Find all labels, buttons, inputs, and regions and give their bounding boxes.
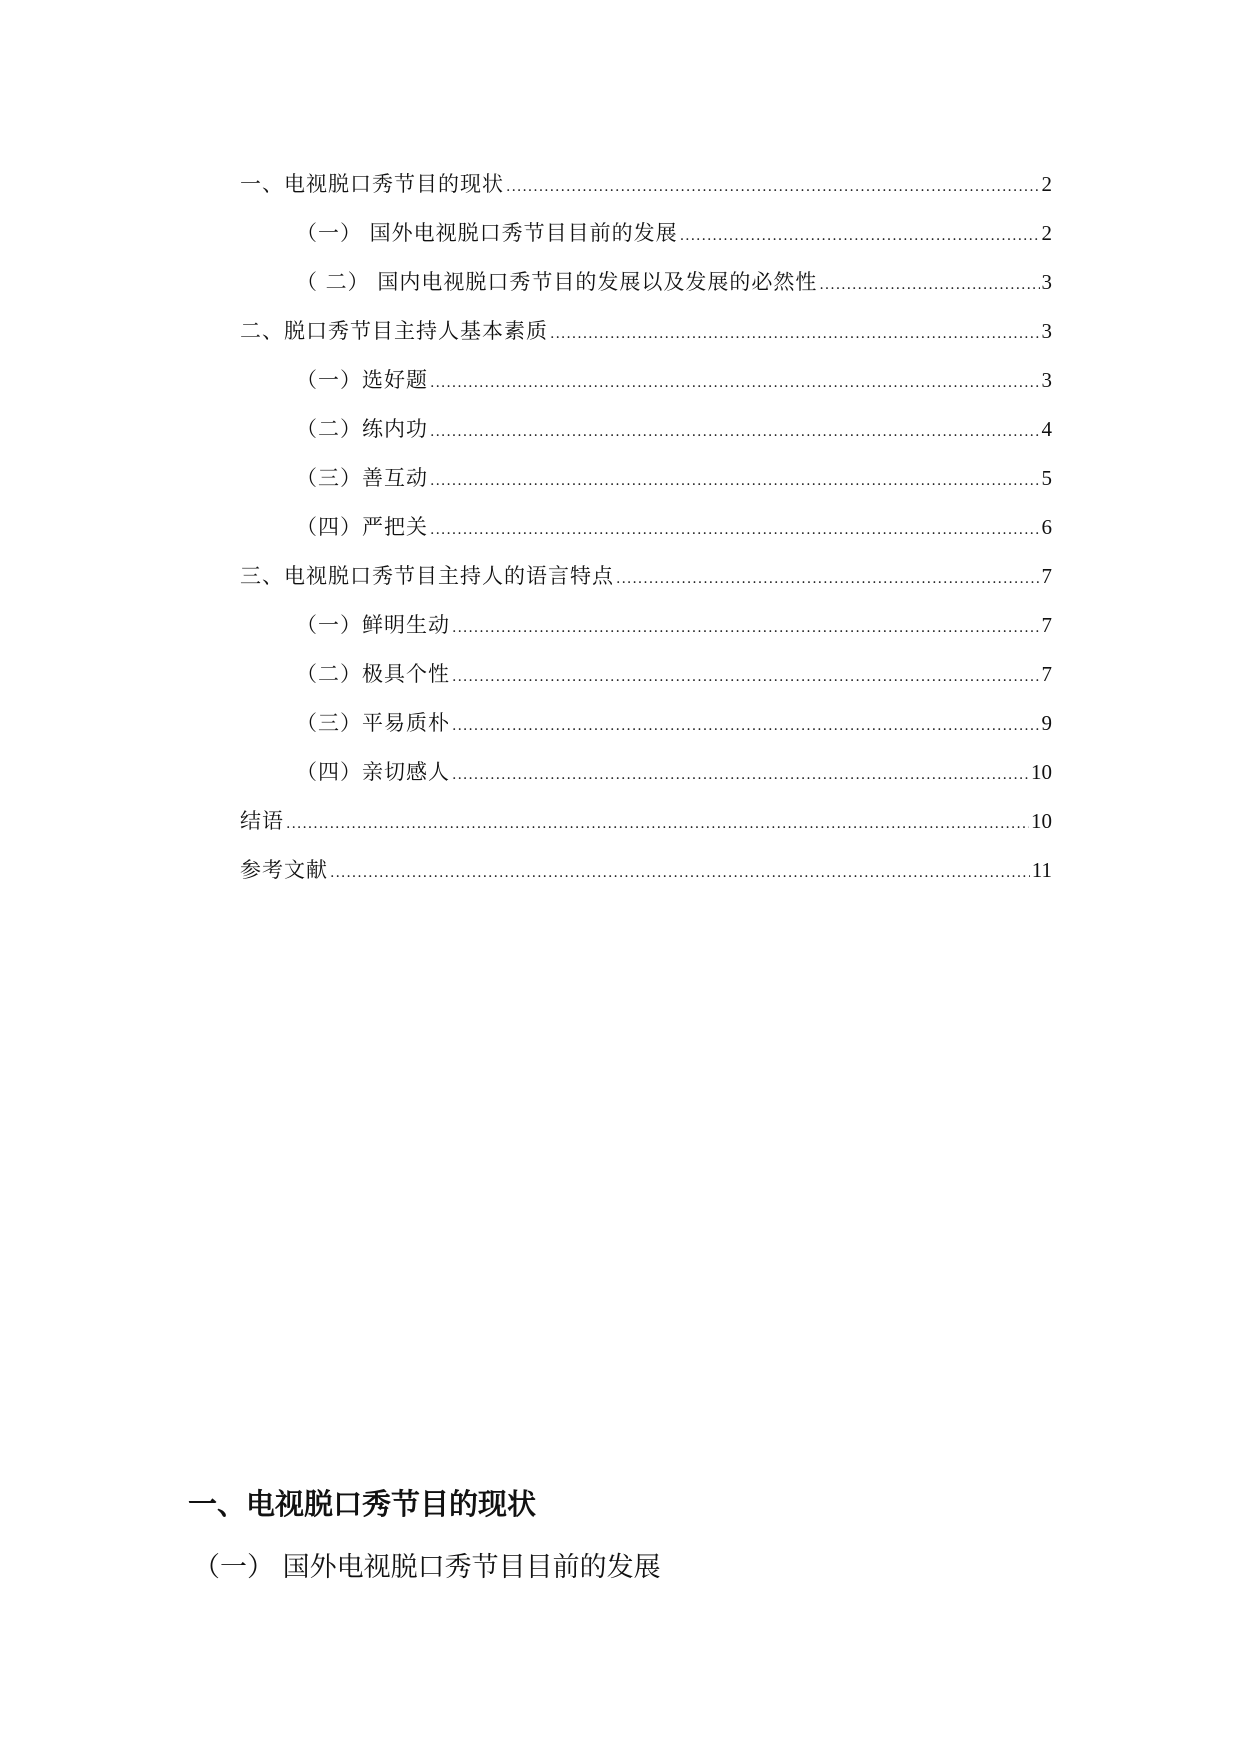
toc-entry-page: 7 bbox=[1041, 662, 1052, 686]
toc-entry-label: （三）平易质朴 bbox=[296, 711, 450, 735]
toc-entry-label: 二、脱口秀节目主持人基本素质 bbox=[240, 319, 548, 343]
toc-entry-label: 一、电视脱口秀节目的现状 bbox=[240, 172, 504, 196]
toc-leader-dots bbox=[430, 457, 1040, 506]
toc-entry-page: 10 bbox=[1031, 760, 1052, 784]
toc-entry[interactable] bbox=[240, 356, 1052, 405]
toc-entry-page: 4 bbox=[1041, 417, 1052, 441]
section-heading: 一、电视脱口秀节目的现状 bbox=[188, 1487, 537, 1521]
toc-entry[interactable] bbox=[240, 650, 1052, 699]
toc-leader-dots bbox=[430, 408, 1040, 457]
toc-leader-dots bbox=[430, 506, 1040, 555]
toc-entry[interactable] bbox=[240, 699, 1052, 748]
toc-entry-label: （四）严把关 bbox=[296, 515, 428, 539]
toc-entry-label: 参考文献 bbox=[240, 858, 328, 882]
toc-entry[interactable] bbox=[240, 160, 1052, 209]
toc-leader-dots bbox=[452, 604, 1040, 653]
toc-entry[interactable] bbox=[240, 797, 1052, 846]
toc-leader-dots bbox=[680, 212, 1040, 261]
toc-entry-page: 6 bbox=[1041, 515, 1052, 539]
toc-entry-page: 3 bbox=[1041, 368, 1052, 392]
toc-entry[interactable] bbox=[240, 503, 1052, 552]
toc-entry-page: 2 bbox=[1041, 221, 1052, 245]
toc-entry[interactable] bbox=[240, 601, 1052, 650]
toc-entry[interactable] bbox=[240, 405, 1052, 454]
toc-leader-dots bbox=[819, 261, 1039, 310]
toc-leader-dots bbox=[550, 310, 1040, 359]
toc-entry[interactable] bbox=[240, 209, 1052, 258]
table-of-contents bbox=[240, 160, 1052, 895]
toc-entry[interactable] bbox=[240, 454, 1052, 503]
toc-entry-page: 3 bbox=[1041, 319, 1052, 343]
toc-leader-dots bbox=[616, 555, 1040, 604]
toc-leader-dots bbox=[286, 800, 1029, 849]
toc-entry[interactable] bbox=[240, 307, 1052, 356]
toc-entry-label: （二）练内功 bbox=[296, 417, 428, 441]
toc-entry-page: 3 bbox=[1041, 270, 1052, 294]
toc-entry-label: （二）极具个性 bbox=[296, 662, 450, 686]
toc-entry-page: 11 bbox=[1031, 858, 1052, 882]
toc-entry-page: 9 bbox=[1041, 711, 1052, 735]
toc-leader-dots bbox=[506, 163, 1040, 212]
toc-leader-dots bbox=[452, 653, 1040, 702]
toc-entry[interactable] bbox=[240, 258, 1052, 307]
toc-leader-dots bbox=[452, 702, 1040, 751]
toc-entry-page: 5 bbox=[1041, 466, 1052, 490]
toc-entry-page: 7 bbox=[1041, 564, 1052, 588]
toc-entry-page: 10 bbox=[1031, 809, 1052, 833]
toc-entry-label: （一）选好题 bbox=[296, 368, 428, 392]
toc-entry-page: 2 bbox=[1041, 172, 1052, 196]
toc-entry[interactable] bbox=[240, 748, 1052, 797]
toc-entry-label: （四）亲切感人 bbox=[296, 760, 450, 784]
toc-entry-label: （三）善互动 bbox=[296, 466, 428, 490]
toc-entry-label: （ 二） 国内电视脱口秀节目的发展以及发展的必然性 bbox=[296, 270, 818, 294]
toc-entry-label: 结语 bbox=[240, 809, 284, 833]
toc-entry-label: 三、电视脱口秀节目主持人的语言特点 bbox=[240, 564, 614, 588]
toc-leader-dots bbox=[330, 849, 1030, 898]
subsection-heading: （一） 国外电视脱口秀节目目前的发展 bbox=[193, 1552, 661, 1583]
toc-leader-dots bbox=[430, 359, 1040, 408]
toc-entry-label: （一）鲜明生动 bbox=[296, 613, 450, 637]
toc-entry[interactable] bbox=[240, 552, 1052, 601]
toc-entry-page: 7 bbox=[1041, 613, 1052, 637]
toc-entry-label: （一） 国外电视脱口秀节目目前的发展 bbox=[296, 221, 678, 245]
toc-leader-dots bbox=[452, 751, 1029, 800]
toc-entry[interactable] bbox=[240, 846, 1052, 895]
